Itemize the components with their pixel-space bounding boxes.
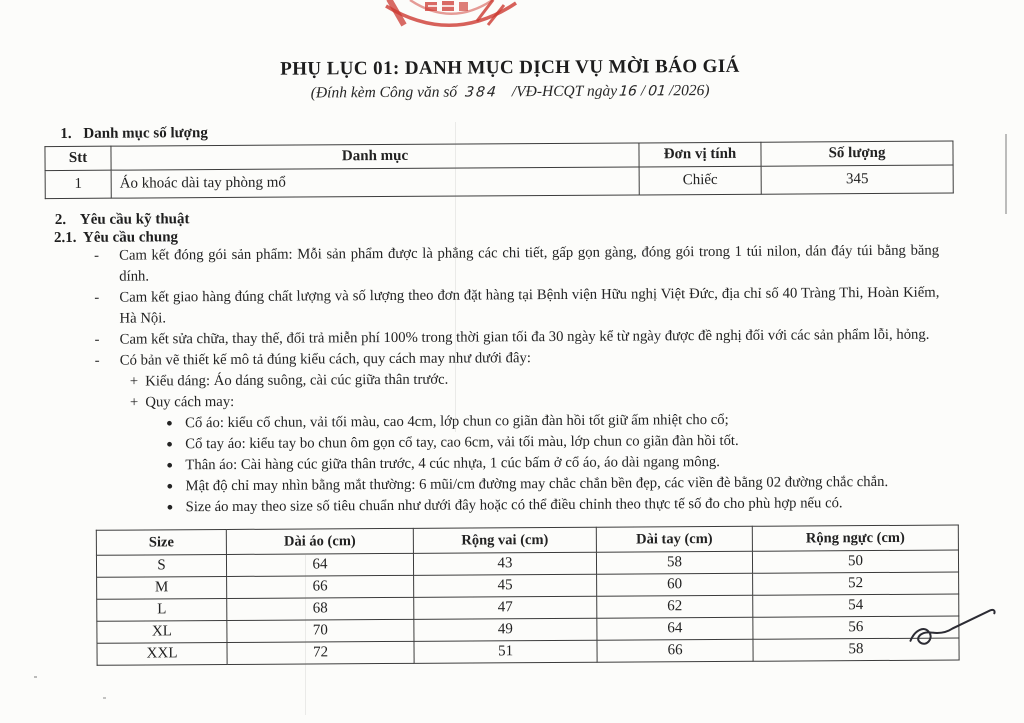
table-cell: M: [97, 576, 227, 599]
page-title: PHỤ LỤC 01: DANH MỤC DỊCH VỤ MỜI BÁO GIÁ: [280, 55, 740, 80]
table-row: [45, 165, 953, 199]
col-header-rong-vai: Rộng vai (cm): [413, 527, 596, 553]
table-cell: 60: [597, 573, 753, 596]
list-item-text: Cam kết đóng gói sản phẩm: Mỗi sản phẩm được là phẳng các chi tiết, gấp gọn gàng, đóng gói trong 1 túi nilon, dán đáy túi bằng băng dính.: [119, 242, 940, 285]
table-cell: XXL: [97, 642, 227, 665]
list-item-text: Cổ tay áo: kiểu tay bo chun ôm gọn cổ tay, cao 6cm, vải tối màu, lớp chun co giãn đàn hồi tốt.: [185, 432, 739, 453]
list-item: [94, 283, 939, 330]
table-cell: 70: [227, 619, 414, 642]
table-cell: 52: [753, 572, 959, 595]
cell-don-vi-tinh: Chiếc: [639, 166, 761, 195]
dash-marker: -: [94, 289, 100, 306]
handwritten-signature: [904, 606, 1004, 669]
table-cell: 47: [414, 596, 597, 619]
subtitle-middle: /VĐ-HCQT ngày: [511, 82, 618, 101]
table-cell: 64: [226, 553, 413, 576]
col-header-stt: Stt: [45, 146, 111, 170]
table-cell: 56: [753, 616, 959, 639]
table-cell: 43: [413, 552, 596, 575]
plus-marker: +: [129, 394, 139, 411]
subtitle-prefix: (Đính kèm Công văn số: [310, 83, 458, 102]
scan-speck: [34, 676, 37, 678]
quantity-table: [44, 141, 953, 200]
list-item-text: Kiểu dáng: Áo dáng suông, cài cúc giữa thân trước.: [145, 371, 449, 390]
table-cell: 66: [597, 639, 753, 662]
section-2-heading: [55, 211, 190, 229]
scan-page-edge: [1005, 134, 1007, 214]
table-cell: S: [96, 554, 226, 577]
scan-fold-line: [305, 555, 306, 715]
table-cell: 49: [414, 618, 597, 641]
table-cell: 72: [227, 641, 414, 664]
scan-speck: [103, 697, 106, 699]
section-1-heading: [60, 125, 208, 143]
section-2-title: Yêu cầu kỹ thuật: [79, 211, 190, 228]
bullet-marker: ●: [166, 501, 174, 514]
handwritten-doc-number: 384: [464, 84, 499, 101]
table-cell: 58: [596, 551, 752, 574]
table-cell: 66: [227, 575, 414, 598]
bullet-marker: ●: [166, 480, 174, 493]
subtitle-suffix: /2026): [668, 82, 710, 100]
col-header-rong-nguc: Rộng ngực (cm): [752, 525, 958, 551]
dash-marker: -: [94, 247, 100, 264]
col-header-dai-tay: Dài tay (cm): [596, 526, 752, 552]
table-row-xxl: [97, 638, 959, 665]
col-header-dai-ao: Dài áo (cm): [226, 528, 413, 554]
list-item-text: Cam kết sửa chữa, thay thế, đổi trả miễn phí 100% trong thời gian tối đa 30 ngày kể từ ngày được đề nghị đối với các sản phẩm lỗi, hỏng.: [119, 326, 930, 348]
list-item-text: Có bản vẽ thiết kế mô tả đúng kiểu cách, quy cách may như dưới đây:: [119, 350, 531, 369]
list-item-text: Thân áo: Cài hàng cúc giữa thân trước, 4 cúc nhựa, 1 cúc bấm ở cổ áo, áo dài ngang mông.: [185, 453, 720, 474]
dash-marker: -: [94, 331, 100, 348]
plus-marker: +: [129, 373, 139, 390]
bullet-marker: ●: [166, 417, 173, 430]
cell-so-luong: 345: [761, 165, 953, 194]
list-item-text: Cổ áo: kiểu cổ chun, vải tối màu, cao 4cm, lớp chun co giãn đàn hồi tốt giữ ấm nhiệt cho cổ;: [185, 411, 729, 432]
list-item-text: Size áo may theo size số tiêu chuẩn như dưới đây hoặc có thể điều chỉnh theo thực tế số đo cho phù hợp nếu có.: [185, 495, 843, 516]
list-item-text: Mật độ chỉ may nhìn bằng mắt thường: 6 mũi/cm đường may chắc chắn bền đẹp, các viền đè bằng 02 đường chắc chắn.: [185, 473, 889, 495]
table-cell: 64: [597, 617, 753, 640]
handwritten-day: 16: [618, 83, 638, 100]
list-item-text: Cam kết giao hàng đúng chất lượng và số lượng theo đơn đặt hàng tại Bệnh viện Hữu nghị Việt Đức, địa chỉ số 40 Tràng Thi, Hoàn Kiếm, Hà Nội.: [119, 284, 940, 327]
list-item: [96, 493, 941, 519]
handwritten-month: 01: [647, 83, 667, 100]
bullet-marker: ●: [166, 459, 174, 472]
cell-danh-muc: Áo khoác dài tay phòng mổ: [111, 167, 639, 198]
section-2-number: 2.: [54, 211, 67, 229]
table-cell: 45: [414, 574, 597, 597]
col-header-so-luong: Số lượng: [761, 141, 953, 166]
section-2-1-title: Yêu cầu chung: [82, 229, 179, 246]
table-cell: 62: [597, 595, 753, 618]
dash-marker: -: [94, 352, 100, 369]
document-header: [0, 54, 1022, 104]
list-item-text: Quy cách may:: [145, 393, 235, 411]
table-cell: XL: [97, 620, 227, 643]
size-chart-table: [96, 525, 960, 666]
document-subtitle: [0, 80, 1022, 104]
requirements-list: [94, 241, 941, 519]
col-header-size: Size: [96, 529, 226, 555]
section-2-1-heading: [54, 229, 178, 247]
col-header-danh-muc: Danh mục: [111, 143, 639, 170]
section-2-1-number: 2.1.: [53, 229, 77, 247]
table-cell: 51: [414, 640, 597, 663]
section-1-title: Danh mục số lượng: [83, 125, 208, 142]
subtitle-slash: /: [640, 82, 646, 100]
table-cell: L: [97, 598, 227, 621]
bullet-marker: ●: [166, 438, 173, 451]
table-cell: 54: [753, 594, 959, 617]
table-cell: 68: [227, 597, 414, 620]
section-1-number: 1.: [60, 125, 72, 142]
cell-stt: 1: [45, 170, 111, 198]
scan-fold-line: [455, 122, 456, 432]
table-cell: 50: [752, 550, 958, 573]
table-cell: 58: [753, 638, 959, 661]
list-item: [94, 241, 939, 288]
col-header-don-vi-tinh: Đơn vị tính: [639, 142, 761, 167]
